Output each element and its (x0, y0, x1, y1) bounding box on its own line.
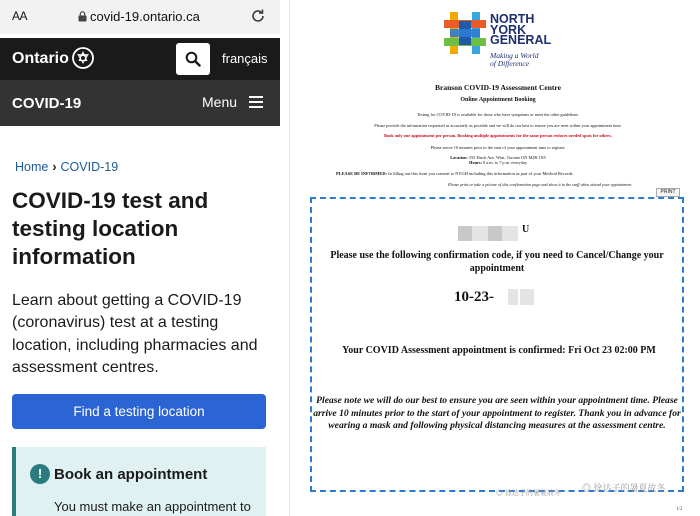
mobile-browser-panel (0, 0, 280, 516)
text-size-button[interactable]: AA (12, 9, 28, 23)
booking-subtitle: Online Appointment Booking (460, 97, 536, 103)
trillium-logo-icon[interactable] (72, 47, 94, 69)
info-icon: ! (30, 464, 50, 484)
confirmation-instruction: Please use the following confirmation code, if you need to Cancel/Change your appointment (330, 250, 664, 274)
reload-icon[interactable] (250, 8, 266, 24)
breadcrumb (15, 160, 118, 174)
hospital-logo-icon (444, 12, 486, 54)
breadcrumb-home-link[interactable]: Home (15, 160, 49, 174)
page-title: COVID-19 test and testing location information (12, 188, 209, 269)
hours-line: Hours: 8 a.m. to 7 p.m. everyday (469, 160, 527, 165)
redacted-name-block (488, 226, 502, 241)
info-line: Please provide the information requested as accurately as possible and we will do our best to ensure you are seen within your appointment time. (374, 123, 622, 128)
redacted-name-block (458, 226, 472, 241)
consent-notice: PLEASE BE INFORMED: In filling out this form you consent to NYGH including this information as part of your Medical Records. (336, 171, 574, 176)
chevron-right-icon: › (52, 160, 57, 174)
print-button[interactable]: PRINT (656, 188, 680, 197)
section-nav-bar (0, 80, 280, 126)
centre-title: Branson COVID-19 Assessment Centre (435, 83, 561, 92)
confirmation-box (310, 197, 684, 492)
appointment-confirmed-text: Your COVID Assessment appointment is confirmed: Fri Oct 23 02:00 PM (342, 345, 656, 356)
arrive-note: Please arrive 10 minutes prior to the start of your appointment time to register. (430, 145, 566, 150)
confirmation-page (296, 0, 700, 516)
hospital-tagline: Making a World of Difference (490, 51, 539, 68)
panel-divider (289, 0, 290, 516)
testing-line: Testing for COVID-19 is available for those who have symptoms or meet the other guidelines. (416, 112, 580, 117)
callout-body: You must make an appointment to (54, 499, 251, 514)
hospital-logo-text: NORTH YORK GENERAL (490, 12, 552, 47)
location-line: Location: 555 Finch Ave. West, Toronto ON M2R 1N5 (450, 155, 546, 160)
redacted-code-block (508, 289, 518, 305)
breadcrumb-current-link[interactable]: COVID-19 (60, 160, 119, 174)
booking-warning: Book only one appointment per person. Booking multiple appointments for the same person reduces needed spots for others. (384, 133, 612, 138)
watermark-left: ◎ 徐达子的暑夏故冬 (496, 490, 561, 497)
menu-button[interactable]: Menu (202, 94, 238, 110)
ontario-logo-text[interactable]: Ontario (12, 50, 69, 67)
confirmation-code: 10-23- (454, 289, 494, 305)
redacted-code-block (520, 289, 534, 305)
redacted-name-block (472, 226, 488, 241)
redacted-name-block (502, 226, 518, 241)
watermark-right: ◎ 徐达子的暑夏故冬 (582, 483, 666, 493)
ontario-header (0, 38, 280, 80)
callout-heading: Book an appointment (54, 466, 208, 483)
find-testing-location-button[interactable]: Find a testing location (12, 394, 266, 429)
closing-note: Please note we will do our best to ensure you are seen within your appointment time. Please arrive 10 minutes prior to the start of your appointment to register. Thank you in advance for wearing a mask and following physical distancing measures at the assessment centre. (313, 395, 681, 432)
print-note: Please print or take a picture of this confirmation page and show it to the staff when attend your appointment (448, 182, 632, 187)
patient-name-tail: U (522, 224, 530, 235)
url-domain[interactable]: covid-19.ontario.ca (90, 9, 200, 24)
page-lede: Learn about getting a COVID-19 (coronavirus) test at a testing location, including pharmacies and assessment centres. (12, 292, 258, 376)
hamburger-icon[interactable] (249, 96, 263, 108)
lock-icon (78, 11, 87, 22)
page-number: 1/2 (676, 507, 683, 512)
search-icon (185, 51, 201, 67)
browser-address-bar[interactable] (0, 0, 280, 34)
book-appointment-callout (12, 447, 266, 516)
language-toggle-link[interactable]: français (222, 51, 268, 66)
search-button[interactable] (176, 43, 210, 75)
section-title[interactable]: COVID-19 (12, 95, 82, 112)
